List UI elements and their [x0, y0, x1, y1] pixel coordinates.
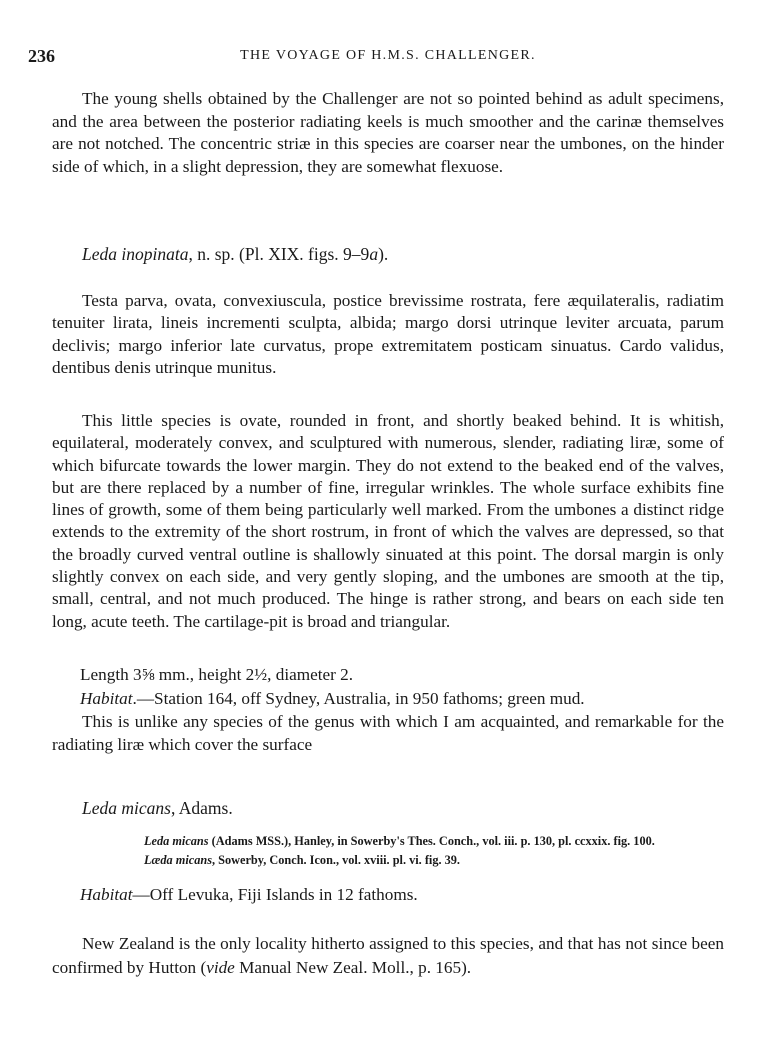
page-number: 236	[28, 46, 55, 66]
latin-description: Testa parva, ovata, convexiuscula, postice brevissime rostrata, fere æquilateralis, radiatim tenuiter lirata, lineis incrementi sculpta, albida; margo dorsi utrinque leviter arcuata, parum declivis; margo inferior late curvatus, prope extremitatem posticam sinuatus. Cardo validus, dentibus denis utrinque munitus.	[52, 291, 724, 378]
note-text-end: Manual New Zeal. Moll., p. 165).	[234, 958, 472, 977]
locality-note	[52, 932, 724, 980]
ref-name: Leda micans	[144, 834, 209, 848]
habitat-label: Habitat	[80, 885, 133, 904]
species-description: This little species is ovate, rounded in front, and shortly beaked behind. It is whitish, equilateral, moderately convex, and sculptured with numerous, slender, radiating liræ, some of which bifurcate towards the lower margin. They do not extend to the beaked end of the valves, but are there replaced by a number of fine, irregular wrinkles. The whole surface exhibits fine lines of growth, some of them being particularly well marked. From the umbones a distinct ridge extends to the extremity of the short rostrum, in front of which the valves are depressed, so that the broadly curved ventral outline is shallowly sinuated at this point. The dorsal margin is only slightly convex on each side, and very gently sloping, and the umbones are smooth at the tip, small, central, and not much produced. The hinge is rather strong, and bears on each side ten long, acute teeth. The cartilage-pit is broad and triangular.	[52, 411, 724, 631]
intro-paragraph: The young shells obtained by the Challenger are not so pointed behind as adult specimens, and the area between the posterior radiating keels is much smoother and the carinæ themselves are not notched. The concentric striæ in this species are coarser near the umbones, on the hinder side of which, in a slight depression, they are somewhat flexuose.	[52, 89, 724, 176]
habitat-line	[80, 688, 724, 710]
species-author: , Adams.	[170, 798, 233, 818]
running-head: THE VOYAGE OF H.M.S. CHALLENGER.	[240, 48, 536, 63]
species-heading-leda-inopinata	[82, 244, 388, 265]
habitat-text: —Off Levuka, Fiji Islands in 12 fathoms.	[132, 885, 418, 904]
habitat-line	[80, 884, 724, 906]
remark-paragraph: This is unlike any species of the genus with which I am acquainted, and remarkable for the radiating liræ which cover the surface	[52, 712, 724, 754]
ref-name: Læda micans	[144, 853, 212, 867]
habitat-text: .—Station 164, off Sydney, Australia, in 950 fathoms; green mud.	[132, 689, 585, 708]
species-plate-ref-end: ).	[378, 244, 389, 264]
ref-citation: (Adams MSS.), Hanley, in Sowerby's Thes. Conch., vol. iii. p. 130, pl. ccxxix. fig. 100.	[208, 834, 655, 848]
synonymy-reference-1	[144, 832, 734, 851]
species-fig-letter: a	[369, 244, 379, 264]
habitat-label: Habitat	[80, 689, 133, 708]
species-name: Leda micans	[82, 798, 171, 818]
ref-citation: , Sowerby, Conch. Icon., vol. xviii. pl. vi. fig. 39.	[211, 853, 460, 867]
species-plate-ref: , n. sp. (Pl. XIX. figs. 9–9	[188, 244, 370, 264]
species-name: Leda inopinata	[82, 244, 189, 264]
synonymy-reference-2	[144, 851, 734, 870]
species-heading-leda-micans	[82, 798, 233, 819]
note-text: New Zealand is the only locality hitherto assigned to this species, and that has not since been confirmed by Hutton (	[52, 934, 724, 977]
note-vide: vide	[206, 958, 235, 977]
measurements: Length 3⅝ mm., height 2½, diameter 2.	[80, 665, 354, 684]
